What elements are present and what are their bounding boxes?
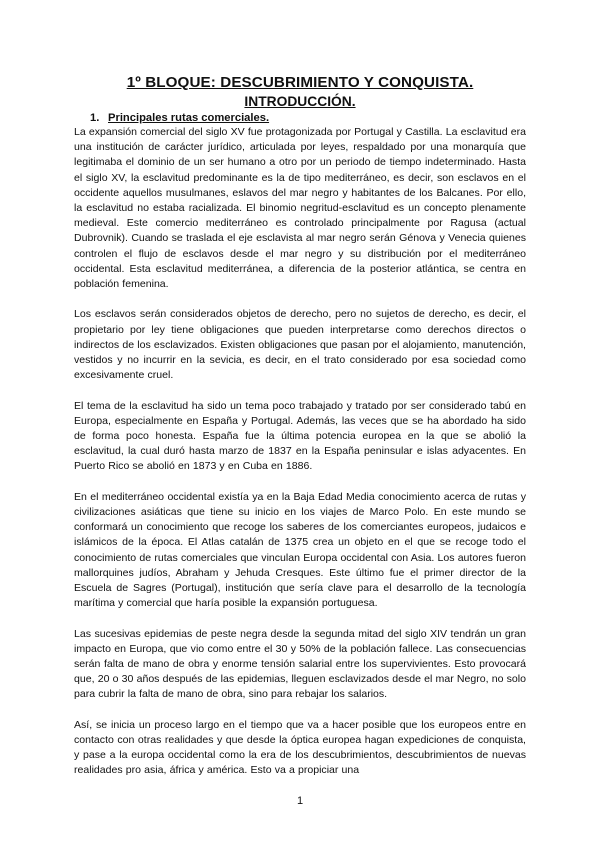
- section-number: 1.: [90, 112, 100, 124]
- paragraph: En el mediterráneo occidental existía ya en la Baja Edad Media conocimiento acerca de rutas y civilizaciones asiáticas que tiene su inicio en los viajes de Marco Polo. En este mundo se conformará un conocimiento que recoge los saberes de los comerciantes europeos, judaicos e islámicos de la época. El Atlas catalán de 1375 crea un objeto en el que se recoge todo el conocimiento de rutas comerciales que vinculan Europa occidental con Asia. Los autores fueron mallorquines judíos, Abraham y Jehuda Cresques. Este último fue el primer director de la Escuela de Sagres (Portugal), institución que sería clave para el desarrollo de la tecnología marítima y comercial que haría posible la expansión portuguesa.: [74, 490, 526, 610]
- page-number: 1: [296, 795, 304, 807]
- document-subtitle: INTRODUCCIÓN.: [244, 94, 356, 109]
- paragraph: El tema de la esclavitud ha sido un tema poco trabajado y tratado por ser considerado tabú en Europa, especialmente en España y Portugal. Además, las veces que se ha abordado ha sido de forma poco honesta. España fue la última potencia europea en la que se abolió la esclavitud, la cual duró hasta marzo de 1837 en la España peninsular e islas adyacentes. En Puerto Rico se abolió en 1873 y en Cuba en 1886.: [74, 399, 526, 473]
- document-body: [74, 125, 526, 779]
- section-heading-text: Principales rutas comerciales.: [108, 112, 270, 124]
- paragraph: Así, se inicia un proceso largo en el tiempo que va a hacer posible que los europeos entre en contacto con otras realidades y que desde la óptica europea hagan expediciones de conquista, y pase a la europa occidental como la era de los descubrimientos, descubrimientos de nuevas realidades pro asia, áfrica y américa. Esto va a propiciar una: [74, 718, 526, 777]
- section-heading: [90, 111, 269, 125]
- paragraph: La expansión comercial del siglo XV fue protagonizada por Portugal y Castilla. La esclavitud era una institución de carácter jurídico, articulada por leyes, respaldado por una monarquía que legitimaba el dominio de un ser humano a otro por un periodo de tiempo indeterminado. Hasta el siglo XV, la esclavitud predominante es la de tipo mediterráneo, es decir, son esclavos en el occidente aquellos musulmanes, eslavos del mar negro y habitantes de los Balcanes. Por ello, la esclavitud no estaba racializada. El binomio negritud-esclavitud es un concepto plenamente medieval. Este comercio mediterráneo es controlado principalmente por Ragusa (actual Dubrovnik). Cuando se traslada el eje esclavista al mar negro serán Génova y Venecia quienes controlen el flujo de esclavos desde el mar negro y su distribución por el mediterráneo occidental. Esta esclavitud mediterránea, a diferencia de la posterior atlántica, se centra en población femenina.: [74, 126, 526, 291]
- paragraph: Las sucesivas epidemias de peste negra desde la segunda mitad del siglo XIV tendrán un gran impacto en Europa, que vio como entre el 30 y 50% de la población fallece. Las consecuencias serán falta de mano de obra y enorme tensión salarial entre los supervivientes. Esto provocará que, 20 o 30 años después de las epidemias, lleguen esclavizados desde el mar Negro, no solo para cubrir la falta de mano de obra, sino para rebajar los salarios.: [74, 627, 526, 701]
- paragraph: Los esclavos serán considerados objetos de derecho, pero no sujetos de derecho, es decir, el propietario por ley tiene obligaciones que pueden interpretarse como derechos directos o indirectos de los esclavizados. Existen obligaciones que pasan por el alojamiento, manutención, vestidos y no incurrir en la sevicia, es decir, en el trato considerado por esa sociedad como excesivamente cruel.: [74, 308, 526, 382]
- document-title: 1º BLOQUE: DESCUBRIMIENTO Y CONQUISTA.: [126, 74, 474, 91]
